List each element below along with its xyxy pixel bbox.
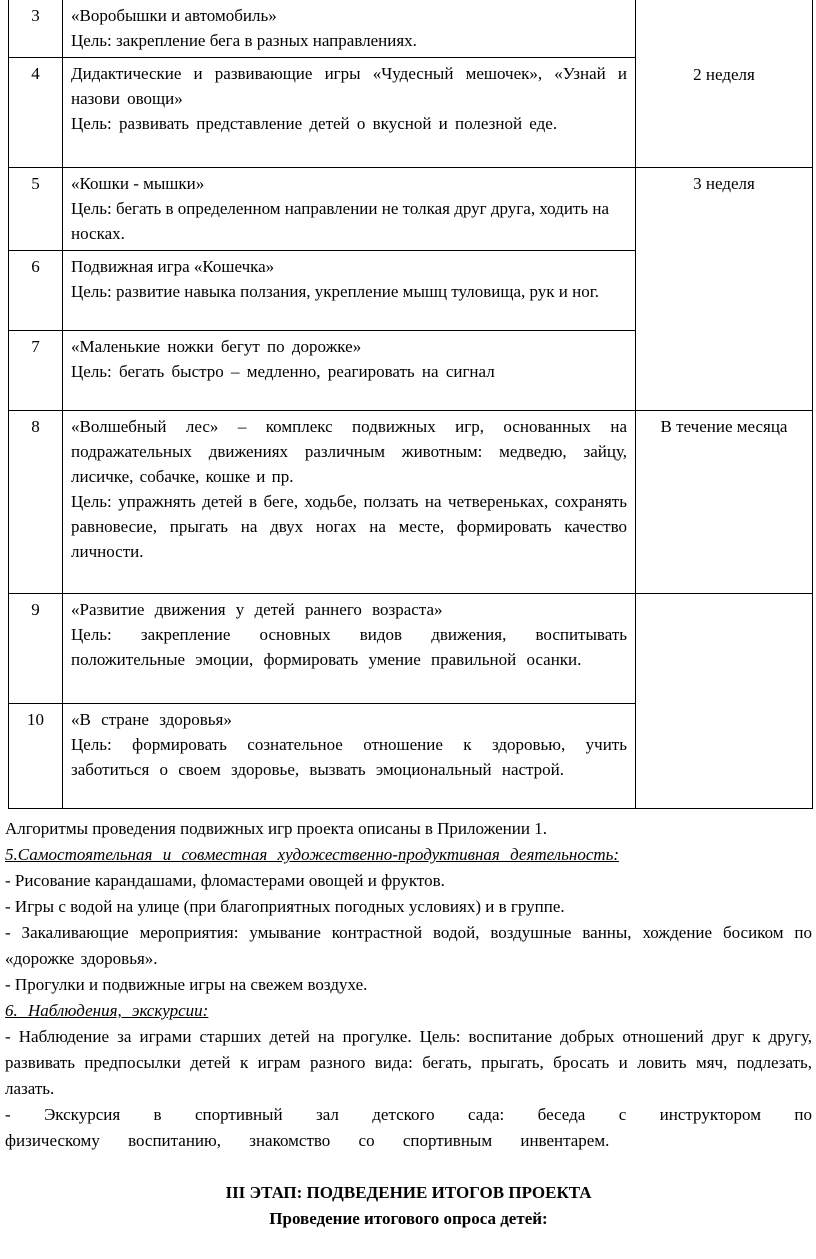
game-title: «Маленькие ножки бегут по дорожке» [71,337,362,356]
game-goal: Цель: формировать сознательное отношение к здоровью, учить заботиться о своем здоровье, вызвать эмоциональный настрой. [71,735,627,779]
games-schedule-table [8,0,813,809]
game-description-cell [63,594,636,704]
table-row [9,594,813,704]
list-item: - Игры с водой на улице (при благоприятных погодных условиях) и в группе. [5,897,565,916]
game-description-cell [63,251,636,331]
game-title: Дидактические и развивающие игры «Чудесный мешочек», «Узнай и назови овощи» [71,64,627,108]
game-description-cell [63,58,636,168]
list-item: - Экскурсия в спортивный зал детского сада: беседа с инструктором по физическому воспитанию, знакомство со спортивным инвентарем. [5,1105,812,1150]
list-item: - Наблюдение за играми старших детей на прогулке. Цель: воспитание добрых отношений друг к другу, развивать предпосылки детей к играм разного вида: бегать, прыгать, бросать и ловить мяч, подлезать, лазать. [5,1027,812,1098]
game-title: «Кошки - мышки» [71,174,205,193]
week-cell [636,594,813,809]
game-title: «В стране здоровья» [71,710,232,729]
game-description-cell [63,411,636,594]
table-row [9,0,813,58]
survey-heading: Проведение итогового опроса детей: [269,1209,548,1228]
week-cell: 2 неделя [636,0,813,168]
game-description-cell [63,704,636,809]
row-number: 10 [9,704,63,809]
row-number: 5 [9,168,63,251]
week-cell: В течение месяца [636,411,813,594]
section-6-heading: 6. Наблюдения, экскурсии: [5,1001,209,1020]
table-row [9,168,813,251]
game-goal: Цель: закрепление бега в разных направлениях. [71,31,417,50]
week-cell: 3 неделя [636,168,813,411]
row-number: 4 [9,58,63,168]
game-description-cell [63,331,636,411]
game-description-cell [63,0,636,58]
game-title: «Воробышки и автомобиль» [71,6,277,25]
game-goal: Цель: развитие навыка ползания, укрепление мышц туловища, рук и ног. [71,282,600,301]
game-description-cell [63,168,636,251]
list-item: - Закаливающие мероприятия: умывание контрастной водой, воздушные ванны, хождение босиком по «дорожке здоровья». [5,923,812,968]
list-item: - Прогулки и подвижные игры на свежем воздухе. [5,975,368,994]
row-number: 3 [9,0,63,58]
section-5-heading: 5.Самостоятельная и совместная художественно-продуктивная деятельность: [5,845,620,864]
table-row [9,411,813,594]
game-title: «Волшебный лес» – комплекс подвижных игр, основанных на подражательных движениях различным животным: медведю, зайцу, лисичке, собачке, кошке и пр. [71,417,627,486]
game-goal: Цель: бегать в определенном направлении не толкая друг друга, ходить на носках. [71,199,609,243]
game-goal: Цель: упражнять детей в беге, ходьбе, ползать на четвереньках, сохранять равновесие, прыгать на двух ногах на месте, формировать качество личности. [71,492,627,561]
body-text-section [5,816,812,1154]
game-title: «Развитие движения у детей раннего возраста» [71,600,443,619]
game-goal: Цель: развивать представление детей о вкусной и полезной еде. [71,114,558,133]
intro-paragraph: Алгоритмы проведения подвижных игр проекта описаны в Приложении 1. [5,819,547,838]
row-number: 8 [9,411,63,594]
list-item: - Рисование карандашами, фломастерами овощей и фруктов. [5,871,445,890]
row-number: 9 [9,594,63,704]
game-goal: Цель: закрепление основных видов движения, воспитывать положительные эмоции, формировать умение правильной осанки. [71,625,627,669]
game-goal: Цель: бегать быстро – медленно, реагировать на сигнал [71,362,495,381]
stage-heading: III ЭТАП: ПОДВЕДЕНИЕ ИТОГОВ ПРОЕКТА [225,1183,592,1202]
row-number: 6 [9,251,63,331]
row-number: 7 [9,331,63,411]
game-title: Подвижная игра «Кошечка» [71,257,275,276]
